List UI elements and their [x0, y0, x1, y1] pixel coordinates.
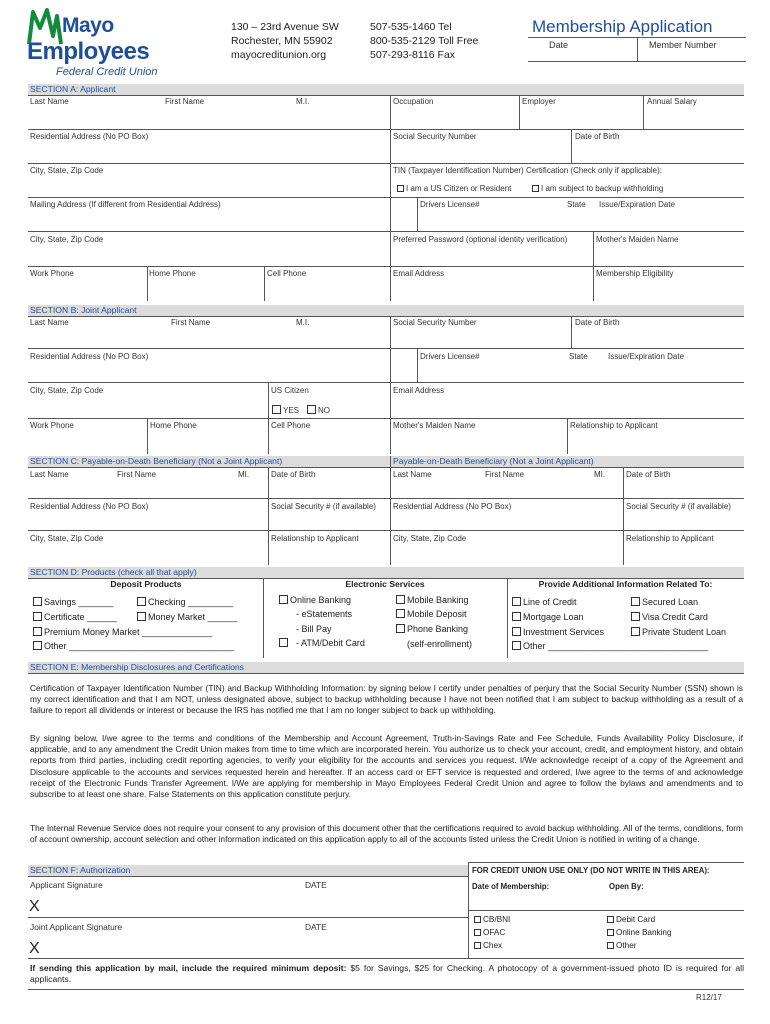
- phone-banking-check[interactable]: Phone Banking: [396, 624, 468, 634]
- c2-city-state-zip[interactable]: City, State, Zip Code: [393, 534, 467, 543]
- c-last-name[interactable]: Last Name: [30, 470, 69, 479]
- checkbox-icon: [631, 612, 640, 621]
- ofac-check[interactable]: OFAC: [474, 928, 505, 937]
- a-mi[interactable]: M.I.: [296, 97, 310, 106]
- a-city-state-zip-2[interactable]: City, State, Zip Code: [30, 235, 104, 244]
- b-city-state-zip[interactable]: City, State, Zip Code: [30, 386, 104, 395]
- c-city-state-zip[interactable]: City, State, Zip Code: [30, 534, 104, 543]
- b-yes-check[interactable]: YES: [272, 405, 299, 415]
- a-email[interactable]: Email Address: [393, 269, 445, 278]
- a-cell-phone[interactable]: Cell Phone: [267, 269, 307, 278]
- b-first-name[interactable]: First Name: [171, 318, 211, 327]
- checkbox-icon: [396, 609, 405, 618]
- b-home-phone[interactable]: Home Phone: [150, 421, 197, 430]
- checkbox-icon: [272, 405, 281, 414]
- electronic-services-heading: Electronic Services: [345, 579, 425, 589]
- deposit-products-heading: Deposit Products: [110, 579, 182, 589]
- checkbox-icon: [512, 641, 521, 650]
- line-of-credit-check[interactable]: Line of Credit: [512, 597, 577, 607]
- checkbox-icon: [33, 641, 42, 650]
- b-cell-phone[interactable]: Cell Phone: [271, 421, 311, 430]
- a-occupation[interactable]: Occupation: [393, 97, 434, 106]
- b-state[interactable]: State: [569, 352, 588, 361]
- section-c-header-2: Payable-on-Death Beneficiary (Not a Joint Applicant): [391, 456, 744, 467]
- a-employer[interactable]: Employer: [522, 97, 556, 106]
- a-mailing[interactable]: Mailing Address (If different from Residential Address): [30, 200, 221, 209]
- visa-check[interactable]: Visa Credit Card: [631, 612, 708, 622]
- checkbox-icon: [396, 595, 405, 604]
- logo-mayo: Mayo: [62, 14, 114, 37]
- checkbox-icon: [607, 929, 614, 936]
- other-info-check[interactable]: Other ________________________________: [512, 641, 708, 651]
- b-relationship[interactable]: Relationship to Applicant: [570, 421, 658, 430]
- b-maiden[interactable]: Mother's Maiden Name: [393, 421, 476, 430]
- form-title: Membership Application: [532, 17, 713, 36]
- mobile-banking-check[interactable]: Mobile Banking: [396, 595, 469, 605]
- chex-check[interactable]: Chex: [474, 941, 502, 950]
- online-banking-check[interactable]: Online Banking: [279, 595, 351, 605]
- applicant-date-label: DATE: [305, 880, 327, 890]
- checkbox-icon: [512, 612, 521, 621]
- section-c-header: SECTION C: Payable-on-Death Beneficiary (Not a Joint Applicant): [28, 456, 390, 467]
- self-enrollment-label: (self-enrollment): [407, 639, 473, 649]
- certificate-check[interactable]: Certificate ______: [33, 612, 117, 622]
- b-mi[interactable]: M.I.: [296, 318, 310, 327]
- a-issue-exp[interactable]: Issue/Expiration Date: [599, 200, 676, 209]
- a-tin-cert: TIN (Taxpayer Identification Number) Certification (Check only if applicable):: [393, 166, 662, 175]
- checkbox-icon: [33, 612, 42, 621]
- cbbni-check[interactable]: CB/BNI: [474, 915, 510, 924]
- joint-signature-label: Joint Applicant Signature: [30, 922, 123, 932]
- checkbox-icon: [474, 929, 481, 936]
- b-email[interactable]: Email Address: [393, 386, 445, 395]
- section-a-header: SECTION A: Applicant: [28, 84, 744, 95]
- a-ssn[interactable]: Social Security Number: [393, 132, 477, 141]
- c-dob[interactable]: Date of Birth: [271, 470, 316, 479]
- checkbox-icon: [137, 612, 146, 621]
- disclosure-agreement: By signing below, I/we agree to the terms and conditions of the Membership and Account Agreement, Truth-in-Savings Rate and Fee Schedule, Funds Availability Policy Disclosure, if applicable, and to any amendment the Credit Union makes from time to time which are incorporated herein. You authorize us to check your account, credit, and employment history, and obtain reports from third parties, including credit reporting agencies, to verify your eligibility for the accounts and services you request. I/We acknowledge receipt of a copy of the Agreement and Disclosure applicable to the accounts and services requested herein and hereafter. If an access card or EFT service is requested and ordered, I/we agree to the terms of and acknowledge receipt of the Electronic Funds Transfer Agreement. I/We are applying for membership in Mayo Employees Federal Credit Union and agree to follow the bylaws and amendments and to subscribe to at least one share. False Statements on this application constitute perjury.: [30, 733, 743, 800]
- checkbox-icon: [397, 185, 404, 192]
- checkbox-icon: [279, 595, 288, 604]
- premium-mm-check[interactable]: Premium Money Market ______________: [33, 627, 212, 637]
- b-dob[interactable]: Date of Birth: [575, 318, 620, 327]
- b-last-name[interactable]: Last Name: [30, 318, 69, 327]
- checkbox-icon: [474, 942, 481, 949]
- open-by: Open By:: [609, 882, 644, 891]
- c2-ssn[interactable]: Social Security # (if available): [626, 502, 731, 511]
- member-number-field[interactable]: Member Number: [649, 40, 717, 50]
- date-field[interactable]: Date: [549, 40, 569, 50]
- a-backup-check[interactable]: I am subject to backup withholding: [532, 184, 663, 193]
- checkbox-icon: [631, 627, 640, 636]
- money-market-check[interactable]: Money Market ______: [137, 612, 238, 622]
- estatements-label: - eStatements: [296, 609, 353, 619]
- b-residential[interactable]: Residential Address (No PO Box): [30, 352, 149, 361]
- joint-date-label: DATE: [305, 922, 327, 932]
- a-dob[interactable]: Date of Birth: [575, 132, 620, 141]
- cu-use-only: FOR CREDIT UNION USE ONLY (DO NOT WRITE IN THIS AREA):: [472, 866, 710, 875]
- joint-signature-x[interactable]: X: [29, 940, 40, 957]
- section-e-header: SECTION E: Membership Disclosures and Certifications: [28, 662, 744, 673]
- a-maiden[interactable]: Mother's Maiden Name: [596, 235, 679, 244]
- b-work-phone[interactable]: Work Phone: [30, 421, 74, 430]
- logo-employees: Employees: [27, 38, 150, 65]
- c-ssn[interactable]: Social Security # (if available): [271, 502, 376, 511]
- a-drivers-license[interactable]: Drivers License#: [420, 200, 480, 209]
- mail-instructions: If sending this application by mail, include the required minimum deposit: $5 for Savings, $25 for Checking. A photocopy of a government-issued photo ID is required for all applicants.: [30, 963, 744, 985]
- mortgage-check[interactable]: Mortgage Loan: [512, 612, 584, 622]
- checkbox-icon: [307, 405, 316, 414]
- phone-tollfree: 800-535-2129 Toll Free: [370, 35, 479, 47]
- checkbox-icon: [33, 627, 42, 636]
- logo-fcu: Federal Credit Union: [56, 66, 158, 78]
- checkbox-icon: [607, 916, 614, 923]
- a-eligibility[interactable]: Membership Eligibility: [596, 269, 674, 278]
- checkbox-icon: [33, 597, 42, 606]
- c2-residential[interactable]: Residential Address (No PO Box): [393, 502, 512, 511]
- c2-first-name[interactable]: First Name: [485, 470, 525, 479]
- online-banking-cu-check[interactable]: Online Banking: [607, 928, 672, 937]
- additional-info-heading: Provide Additional Information Related To:: [538, 579, 713, 589]
- section-d-header: SECTION D: Products (check all that apply): [28, 567, 744, 578]
- other-product-check[interactable]: Other _________________________________: [33, 641, 234, 651]
- secured-loan-check[interactable]: Secured Loan: [631, 597, 698, 607]
- a-state[interactable]: State: [567, 200, 586, 209]
- a-last-name[interactable]: Last Name: [30, 97, 69, 106]
- c-mi[interactable]: MI.: [238, 470, 250, 479]
- a-password[interactable]: Preferred Password (optional identity verification): [393, 235, 568, 244]
- date-of-membership: Date of Membership:: [472, 882, 550, 891]
- a-residential[interactable]: Residential Address (No PO Box): [30, 132, 149, 141]
- b-us-citizen: US Citizen: [271, 386, 309, 395]
- website-link[interactable]: mayocreditunion.org: [231, 49, 327, 61]
- a-city-state-zip[interactable]: City, State, Zip Code: [30, 166, 104, 175]
- c-first-name[interactable]: First Name: [117, 470, 157, 479]
- student-loan-check[interactable]: Private Student Loan: [631, 627, 726, 637]
- b-drivers-license[interactable]: Drivers License#: [420, 352, 480, 361]
- c-relationship[interactable]: Relationship to Applicant: [271, 534, 359, 543]
- c2-mi[interactable]: MI.: [594, 470, 606, 479]
- phone-fax: 507-293-8116 Fax: [370, 49, 456, 61]
- applicant-signature-label: Applicant Signature: [30, 880, 103, 890]
- phone-tel: 507-535-1460 Tel: [370, 21, 452, 33]
- a-citizen-check[interactable]: I am a US Citizen or Resident: [397, 184, 511, 193]
- billpay-label: - Bill Pay: [296, 624, 332, 634]
- investment-check[interactable]: Investment Services: [512, 627, 604, 637]
- address-line-1: 130 – 23rd Avenue SW: [231, 21, 339, 33]
- b-ssn[interactable]: Social Security Number: [393, 318, 477, 327]
- checkbox-icon: [512, 627, 521, 636]
- checkbox-icon: [474, 916, 481, 923]
- disclosure-tin: Certification of Taxpayer Identification Number (TIN) and Backup Withholding Information: by signing below I certify under penalties of perjury that the Social Security Number (SSN) shown is my correct identification and that I am NOT, unless designated above, subject to backup withholding because I have not been notified that I am subject to backup withholding as a result of a failure to report all dividends or interest or because the IRS has notified me that I am no longer subject to back up withholding.: [30, 683, 743, 716]
- c2-relationship[interactable]: Relationship to Applicant: [626, 534, 714, 543]
- atm-debit-check[interactable]: - ATM/Debit Card: [279, 638, 365, 648]
- checkbox-icon: [396, 624, 405, 633]
- a-home-phone[interactable]: Home Phone: [149, 269, 196, 278]
- checking-check[interactable]: Checking _________: [137, 597, 233, 607]
- section-b-header: SECTION B: Joint Applicant: [28, 305, 744, 316]
- savings-check[interactable]: Savings _______: [33, 597, 114, 607]
- b-no-check[interactable]: NO: [307, 405, 330, 415]
- checkbox-icon: [631, 597, 640, 606]
- a-first-name[interactable]: First Name: [165, 97, 205, 106]
- disclosure-irs: The Internal Revenue Service does not require your consent to any provision of this document other that the certifications required to avoid backup withholding. All of the terms, conditions, form of account ownership, account selection and other information indicated on this application apply to all of the accounts listed unless the Credit Union is notified in writing of a change.: [30, 823, 743, 845]
- checkbox-icon: [137, 597, 146, 606]
- checkbox-icon: [607, 942, 614, 949]
- a-work-phone[interactable]: Work Phone: [30, 269, 74, 278]
- revision-number: R12/17: [696, 993, 722, 1002]
- c2-last-name[interactable]: Last Name: [393, 470, 432, 479]
- debit-card-check[interactable]: Debit Card: [607, 915, 655, 924]
- c-residential[interactable]: Residential Address (No PO Box): [30, 502, 149, 511]
- checkbox-icon: [279, 638, 288, 647]
- checkbox-icon: [512, 597, 521, 606]
- other-cu-check[interactable]: Other: [607, 941, 636, 950]
- a-salary[interactable]: Annual Salary: [647, 97, 697, 106]
- address-line-2: Rochester, MN 55902: [231, 35, 333, 47]
- b-issue-exp[interactable]: Issue/Expiration Date: [608, 352, 685, 361]
- checkbox-icon: [532, 185, 539, 192]
- c2-dob[interactable]: Date of Birth: [626, 470, 671, 479]
- mobile-deposit-check[interactable]: Mobile Deposit: [396, 609, 467, 619]
- applicant-signature-x[interactable]: X: [29, 898, 40, 915]
- section-f-header: SECTION F: Authorization: [28, 865, 468, 876]
